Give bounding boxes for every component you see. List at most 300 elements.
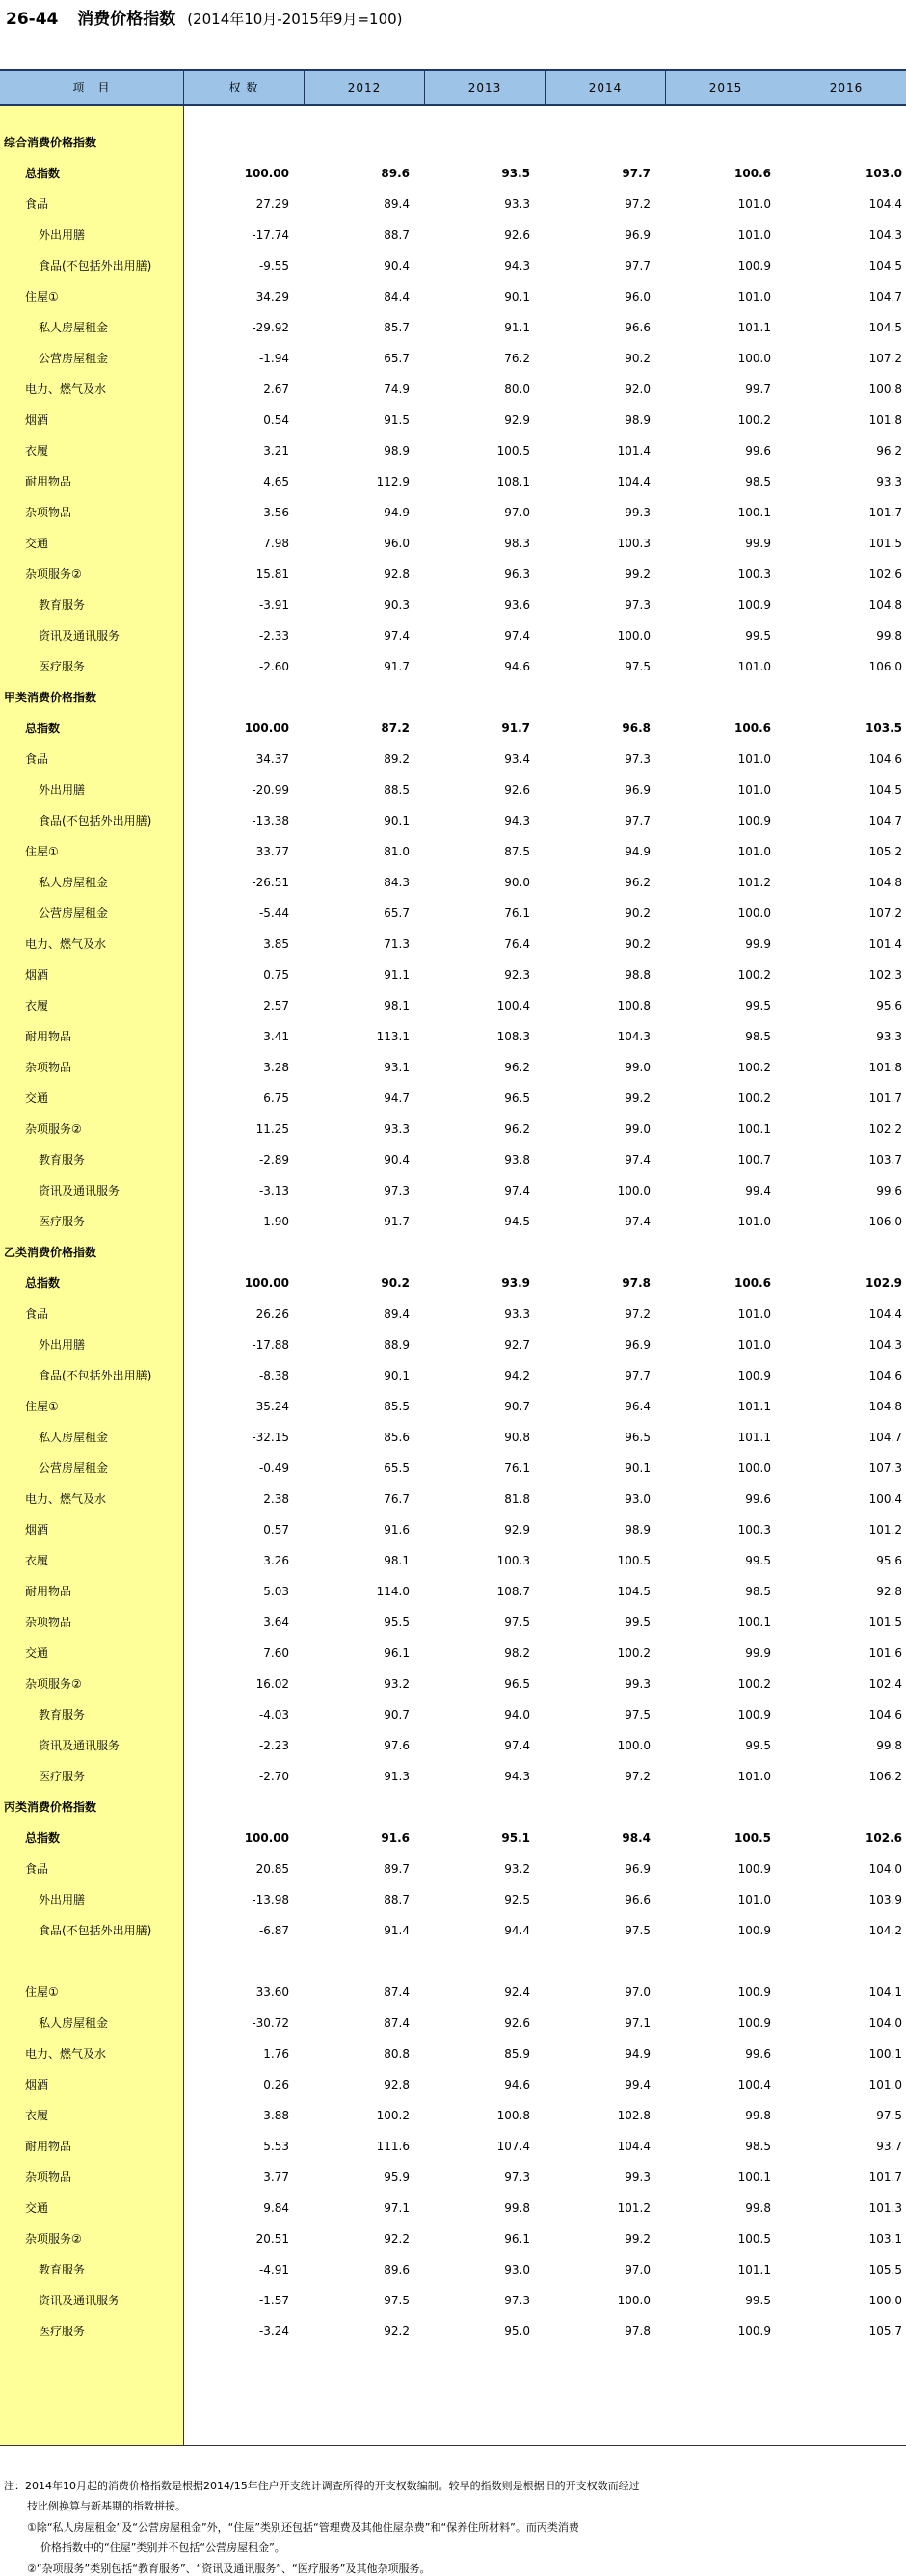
index-cell: 88.7 bbox=[384, 228, 410, 242]
row-label: 公营房屋租金 bbox=[39, 1461, 109, 1475]
index-cell: 101.7 bbox=[868, 1091, 902, 1105]
index-cell: 93.3 bbox=[876, 1030, 902, 1043]
index-cell: 80.8 bbox=[384, 2047, 410, 2061]
index-cell: 104.7 bbox=[868, 814, 902, 828]
row-label: 杂项服务② bbox=[25, 567, 82, 581]
index-cell: 97.6 bbox=[384, 1739, 410, 1752]
index-cell: 92.5 bbox=[504, 1893, 530, 1906]
table-row bbox=[0, 1299, 906, 1329]
index-cell: 90.1 bbox=[384, 814, 410, 828]
index-cell: 92.8 bbox=[384, 2078, 410, 2091]
index-cell: 91.4 bbox=[384, 1924, 410, 1937]
index-cell: 99.8 bbox=[876, 629, 902, 643]
index-cell: 97.7 bbox=[625, 259, 651, 273]
weight-cell: -20.99 bbox=[252, 783, 289, 797]
index-cell: 101.0 bbox=[737, 197, 771, 211]
weight-cell: 3.64 bbox=[263, 1616, 289, 1629]
weight-cell: 35.24 bbox=[255, 1400, 289, 1413]
weight-cell: 27.29 bbox=[255, 197, 289, 211]
index-cell: 96.1 bbox=[384, 1646, 410, 1660]
index-cell: 90.2 bbox=[625, 352, 651, 365]
index-cell: 96.3 bbox=[504, 567, 530, 581]
index-cell: 89.4 bbox=[384, 197, 410, 211]
index-cell: 97.1 bbox=[625, 2016, 651, 2030]
index-cell: 93.0 bbox=[625, 1492, 651, 1506]
index-cell: 93.9 bbox=[501, 1276, 530, 1290]
row-label: 外出用膳 bbox=[39, 1893, 86, 1906]
row-label: 私人房屋租金 bbox=[39, 2016, 109, 2030]
weight-cell: 3.85 bbox=[263, 937, 289, 951]
row-label: 耐用物品 bbox=[25, 1585, 72, 1598]
index-cell: 104.3 bbox=[868, 228, 902, 242]
weight-cell: 11.25 bbox=[255, 1122, 289, 1136]
row-label: 杂项物品 bbox=[25, 1616, 72, 1629]
index-cell: 100.3 bbox=[617, 537, 651, 550]
weight-cell: 100.00 bbox=[244, 1831, 289, 1845]
index-cell: 104.5 bbox=[617, 1585, 651, 1598]
index-cell: 97.3 bbox=[625, 598, 651, 612]
table-row bbox=[0, 898, 906, 929]
index-cell: 93.0 bbox=[504, 2263, 530, 2276]
index-cell: 100.1 bbox=[737, 1122, 771, 1136]
row-label: 食品(不包括外出用膳) bbox=[39, 1369, 152, 1382]
index-cell: 94.6 bbox=[504, 2078, 530, 2091]
index-cell: 99.2 bbox=[625, 567, 651, 581]
row-label: 电力、燃气及水 bbox=[25, 1492, 107, 1506]
table-row bbox=[0, 590, 906, 620]
index-cell: 99.7 bbox=[745, 382, 771, 396]
weight-cell: -3.91 bbox=[258, 598, 289, 612]
row-label: 甲类消费价格指数 bbox=[4, 691, 97, 704]
index-cell: 97.3 bbox=[504, 2170, 530, 2184]
table-row bbox=[0, 405, 906, 435]
index-cell: 101.1 bbox=[737, 2263, 771, 2276]
index-cell: 94.6 bbox=[504, 660, 530, 673]
index-cell: 90.7 bbox=[504, 1400, 530, 1413]
total-row bbox=[0, 158, 906, 189]
index-cell: 100.1 bbox=[737, 506, 771, 519]
weight-cell: -1.90 bbox=[258, 1215, 289, 1228]
total-row bbox=[0, 713, 906, 744]
index-cell: 87.4 bbox=[384, 2016, 410, 2030]
footnote: ①除“私人房屋租金”及“公营房屋租金”外，“住屋”类别还包括“管理费及其他住屋杂费”和“保养住所材料”。而丙类消费 bbox=[27, 2521, 579, 2534]
index-cell: 99.8 bbox=[876, 1739, 902, 1752]
row-label: 电力、燃气及水 bbox=[25, 937, 107, 951]
row-label: 医疗服务 bbox=[39, 660, 86, 673]
table-bottom-rule bbox=[0, 2445, 906, 2446]
index-cell: 101.3 bbox=[868, 2201, 902, 2215]
index-cell: 111.6 bbox=[376, 2140, 410, 2153]
weight-cell: 34.37 bbox=[255, 752, 289, 766]
index-cell: 94.5 bbox=[504, 1215, 530, 1228]
index-cell: 76.7 bbox=[384, 1492, 410, 1506]
index-cell: 100.2 bbox=[737, 968, 771, 982]
weight-cell: 7.60 bbox=[263, 1646, 289, 1660]
weight-cell: -3.13 bbox=[258, 1184, 289, 1197]
table-row bbox=[0, 1699, 906, 1730]
index-cell: 101.1 bbox=[737, 321, 771, 334]
row-label: 交通 bbox=[25, 537, 49, 550]
index-cell: 93.6 bbox=[504, 598, 530, 612]
table-row bbox=[0, 1329, 906, 1360]
table-row bbox=[0, 1422, 906, 1453]
section-row bbox=[0, 127, 906, 158]
weight-cell: 0.57 bbox=[263, 1523, 289, 1537]
index-cell: 85.6 bbox=[384, 1431, 410, 1444]
index-cell: 65.5 bbox=[384, 1461, 410, 1475]
index-cell: 97.4 bbox=[504, 1739, 530, 1752]
index-cell: 104.3 bbox=[868, 1338, 902, 1352]
index-cell: 96.6 bbox=[625, 1893, 651, 1906]
index-cell: 93.3 bbox=[876, 475, 902, 488]
index-cell: 84.4 bbox=[384, 290, 410, 303]
weight-cell: -30.72 bbox=[252, 2016, 289, 2030]
table-row bbox=[0, 2254, 906, 2285]
index-cell: 100.0 bbox=[737, 907, 771, 920]
row-label: 烟酒 bbox=[25, 2078, 49, 2091]
index-cell: 100.2 bbox=[737, 1677, 771, 1691]
index-cell: 90.7 bbox=[384, 1708, 410, 1722]
index-cell: 100.5 bbox=[496, 444, 530, 458]
index-cell: 99.6 bbox=[745, 2047, 771, 2061]
index-cell: 100.1 bbox=[868, 2047, 902, 2061]
index-cell: 100.5 bbox=[737, 2232, 771, 2246]
table-row bbox=[0, 1175, 906, 1206]
index-cell: 101.4 bbox=[868, 937, 902, 951]
index-cell: 102.8 bbox=[617, 2109, 651, 2122]
index-cell: 85.5 bbox=[384, 1400, 410, 1413]
index-cell: 98.9 bbox=[625, 413, 651, 427]
index-cell: 100.4 bbox=[737, 2078, 771, 2091]
row-label: 公营房屋租金 bbox=[39, 907, 109, 920]
index-cell: 87.4 bbox=[384, 1985, 410, 1999]
weight-cell: 33.60 bbox=[255, 1985, 289, 1999]
footnote: 注：2014年10月起的消费价格指数是根据2014/15年住户开支统计调查所得的开支权数编制。较早的指数则是根据旧的开支权数而经过 bbox=[4, 2480, 640, 2492]
index-cell: 99.0 bbox=[625, 1122, 651, 1136]
index-cell: 81.8 bbox=[504, 1492, 530, 1506]
index-cell: 104.5 bbox=[868, 783, 902, 797]
table-row bbox=[0, 1638, 906, 1669]
row-label: 食品(不包括外出用膳) bbox=[39, 1924, 152, 1937]
index-cell: 102.2 bbox=[868, 1122, 902, 1136]
header-year: 2012 bbox=[304, 71, 424, 104]
section-row bbox=[0, 1237, 906, 1268]
index-cell: 101.0 bbox=[868, 2078, 902, 2091]
table-row bbox=[0, 775, 906, 805]
index-cell: 90.2 bbox=[381, 1276, 410, 1290]
row-label: 交通 bbox=[25, 1646, 49, 1660]
table-row bbox=[0, 990, 906, 1021]
row-label: 衣履 bbox=[25, 1554, 49, 1567]
index-cell: 97.2 bbox=[625, 197, 651, 211]
index-cell: 90.2 bbox=[625, 937, 651, 951]
index-cell: 97.8 bbox=[622, 1276, 651, 1290]
index-cell: 90.1 bbox=[384, 1369, 410, 1382]
index-cell: 101.8 bbox=[868, 1061, 902, 1074]
table-row bbox=[0, 220, 906, 250]
index-cell: 96.9 bbox=[625, 1338, 651, 1352]
row-label: 资讯及通讯服务 bbox=[39, 629, 120, 643]
index-cell: 101.0 bbox=[737, 1893, 771, 1906]
weight-cell: 7.98 bbox=[263, 537, 289, 550]
index-cell: 100.6 bbox=[734, 167, 771, 180]
index-cell: 94.3 bbox=[504, 259, 530, 273]
index-cell: 96.9 bbox=[625, 228, 651, 242]
table-row bbox=[0, 2100, 906, 2131]
index-cell: 96.5 bbox=[504, 1677, 530, 1691]
index-cell: 106.2 bbox=[868, 1770, 902, 1783]
weight-cell: 9.84 bbox=[263, 2201, 289, 2215]
index-cell: 93.3 bbox=[384, 1122, 410, 1136]
index-cell: 91.5 bbox=[384, 413, 410, 427]
index-cell: 96.9 bbox=[625, 1862, 651, 1876]
index-cell: 91.1 bbox=[504, 321, 530, 334]
table-row bbox=[0, 2316, 906, 2347]
index-cell: 87.2 bbox=[381, 722, 410, 735]
index-cell: 105.2 bbox=[868, 845, 902, 858]
index-cell: 100.0 bbox=[617, 2294, 651, 2307]
index-cell: 100.8 bbox=[617, 999, 651, 1012]
index-cell: 94.3 bbox=[504, 814, 530, 828]
weight-cell: 26.26 bbox=[255, 1307, 289, 1321]
table-row bbox=[0, 929, 906, 959]
row-label: 食品 bbox=[25, 197, 49, 211]
row-label: 电力、燃气及水 bbox=[25, 382, 107, 396]
index-cell: 99.8 bbox=[745, 2201, 771, 2215]
index-cell: 92.6 bbox=[504, 2016, 530, 2030]
index-cell: 94.0 bbox=[504, 1708, 530, 1722]
weight-cell: 5.53 bbox=[263, 2140, 289, 2153]
index-cell: 99.3 bbox=[625, 506, 651, 519]
row-label: 衣履 bbox=[25, 2109, 49, 2122]
index-cell: 88.9 bbox=[384, 1338, 410, 1352]
weight-cell: -1.94 bbox=[258, 352, 289, 365]
index-cell: 96.0 bbox=[625, 290, 651, 303]
row-label: 杂项服务② bbox=[25, 1677, 82, 1691]
index-cell: 101.2 bbox=[737, 876, 771, 889]
table-row bbox=[0, 1453, 906, 1484]
weight-cell: -32.15 bbox=[252, 1431, 289, 1444]
table-row bbox=[0, 867, 906, 898]
index-cell: 107.2 bbox=[868, 907, 902, 920]
index-cell: 104.5 bbox=[868, 259, 902, 273]
index-cell: 103.1 bbox=[868, 2232, 902, 2246]
index-cell: 99.0 bbox=[625, 1061, 651, 1074]
index-cell: 100.2 bbox=[376, 2109, 410, 2122]
weight-cell: -17.88 bbox=[252, 1338, 289, 1352]
index-cell: 107.4 bbox=[496, 2140, 530, 2153]
weight-cell: 33.77 bbox=[255, 845, 289, 858]
weight-cell: -13.38 bbox=[252, 814, 289, 828]
weight-cell: 2.57 bbox=[263, 999, 289, 1012]
index-cell: 74.9 bbox=[384, 382, 410, 396]
index-cell: 92.0 bbox=[625, 382, 651, 396]
index-cell: 101.0 bbox=[737, 228, 771, 242]
index-cell: 100.8 bbox=[496, 2109, 530, 2122]
index-cell: 101.5 bbox=[868, 1616, 902, 1629]
index-cell: 101.0 bbox=[737, 660, 771, 673]
index-cell: 108.7 bbox=[496, 1585, 530, 1598]
index-cell: 92.9 bbox=[504, 1523, 530, 1537]
table-row bbox=[0, 620, 906, 651]
index-cell: 89.6 bbox=[384, 2263, 410, 2276]
weight-cell: 1.76 bbox=[263, 2047, 289, 2061]
index-cell: 76.1 bbox=[504, 907, 530, 920]
table-row bbox=[0, 281, 906, 312]
index-cell: 97.5 bbox=[384, 2294, 410, 2307]
weight-cell: 3.41 bbox=[263, 1030, 289, 1043]
index-cell: 92.2 bbox=[384, 2232, 410, 2246]
index-cell: 89.6 bbox=[381, 167, 410, 180]
index-cell: 102.9 bbox=[866, 1276, 902, 1290]
table-row bbox=[0, 2069, 906, 2100]
index-cell: 101.8 bbox=[868, 413, 902, 427]
row-label: 住屋① bbox=[25, 1985, 59, 1999]
index-cell: 105.7 bbox=[868, 2325, 902, 2338]
index-cell: 101.0 bbox=[737, 1215, 771, 1228]
index-cell: 112.9 bbox=[376, 475, 410, 488]
index-cell: 97.5 bbox=[504, 1616, 530, 1629]
row-label: 综合消费价格指数 bbox=[4, 136, 97, 149]
index-cell: 97.8 bbox=[625, 2325, 651, 2338]
row-label: 乙类消费价格指数 bbox=[4, 1246, 97, 1259]
index-cell: 96.1 bbox=[504, 2232, 530, 2246]
index-cell: 104.6 bbox=[868, 1708, 902, 1722]
index-cell: 104.6 bbox=[868, 1369, 902, 1382]
index-cell: 99.5 bbox=[745, 2294, 771, 2307]
index-cell: 99.2 bbox=[625, 2232, 651, 2246]
index-cell: 99.5 bbox=[745, 1554, 771, 1567]
table-row bbox=[0, 1206, 906, 1237]
total-row bbox=[0, 1823, 906, 1853]
index-cell: 89.7 bbox=[384, 1862, 410, 1876]
index-cell: 98.5 bbox=[745, 475, 771, 488]
weight-cell: 3.88 bbox=[263, 2109, 289, 2122]
weight-cell: 100.00 bbox=[244, 167, 289, 180]
index-cell: 91.6 bbox=[384, 1523, 410, 1537]
index-cell: 99.2 bbox=[625, 1091, 651, 1105]
index-cell: 97.3 bbox=[384, 1184, 410, 1197]
index-cell: 102.3 bbox=[868, 968, 902, 982]
index-cell: 90.2 bbox=[625, 907, 651, 920]
index-cell: 90.1 bbox=[504, 290, 530, 303]
index-cell: 97.7 bbox=[625, 814, 651, 828]
index-cell: 97.2 bbox=[625, 1307, 651, 1321]
index-cell: 100.0 bbox=[617, 1739, 651, 1752]
index-cell: 101.0 bbox=[737, 1338, 771, 1352]
index-cell: 101.0 bbox=[737, 1770, 771, 1783]
index-cell: 76.1 bbox=[504, 1461, 530, 1475]
table-row bbox=[0, 528, 906, 559]
index-cell: 96.6 bbox=[625, 321, 651, 334]
table-row bbox=[0, 959, 906, 990]
index-cell: 100.6 bbox=[734, 722, 771, 735]
index-cell: 81.0 bbox=[384, 845, 410, 858]
index-cell: 106.0 bbox=[868, 1215, 902, 1228]
weight-cell: 16.02 bbox=[255, 1677, 289, 1691]
index-cell: 98.2 bbox=[504, 1646, 530, 1660]
index-cell: 99.9 bbox=[745, 537, 771, 550]
index-cell: 98.1 bbox=[384, 999, 410, 1012]
index-cell: 76.4 bbox=[504, 937, 530, 951]
index-cell: 97.5 bbox=[876, 2109, 902, 2122]
weight-cell: -17.74 bbox=[252, 228, 289, 242]
index-cell: 100.8 bbox=[868, 382, 902, 396]
index-cell: 100.0 bbox=[737, 1461, 771, 1475]
index-cell: 92.3 bbox=[504, 968, 530, 982]
index-cell: 93.1 bbox=[384, 1061, 410, 1074]
index-cell: 101.0 bbox=[737, 1307, 771, 1321]
index-cell: 100.2 bbox=[737, 1091, 771, 1105]
index-cell: 94.3 bbox=[504, 1770, 530, 1783]
table-row bbox=[0, 250, 906, 281]
index-cell: 113.1 bbox=[376, 1030, 410, 1043]
index-cell: 99.9 bbox=[745, 1646, 771, 1660]
index-cell: 100.0 bbox=[617, 1184, 651, 1197]
table-row bbox=[0, 1576, 906, 1607]
table-row bbox=[0, 1884, 906, 1915]
row-label: 总指数 bbox=[25, 1831, 61, 1845]
row-label: 烟酒 bbox=[25, 968, 49, 982]
weight-cell: 34.29 bbox=[255, 290, 289, 303]
index-cell: 91.1 bbox=[384, 968, 410, 982]
index-cell: 106.0 bbox=[868, 660, 902, 673]
index-cell: 65.7 bbox=[384, 352, 410, 365]
header-year: 2016 bbox=[786, 71, 906, 104]
row-label: 私人房屋租金 bbox=[39, 1431, 109, 1444]
row-label: 烟酒 bbox=[25, 1523, 49, 1537]
index-cell: 88.7 bbox=[384, 1893, 410, 1906]
index-cell: 99.6 bbox=[876, 1184, 902, 1197]
index-cell: 100.9 bbox=[737, 1369, 771, 1382]
index-cell: 65.7 bbox=[384, 907, 410, 920]
row-label: 医疗服务 bbox=[39, 1215, 86, 1228]
index-cell: 93.2 bbox=[384, 1677, 410, 1691]
index-cell: 104.3 bbox=[617, 1030, 651, 1043]
row-label: 杂项物品 bbox=[25, 1061, 72, 1074]
index-cell: 100.9 bbox=[737, 598, 771, 612]
table-row bbox=[0, 374, 906, 405]
index-cell: 101.4 bbox=[617, 444, 651, 458]
table-row bbox=[0, 836, 906, 867]
index-cell: 102.6 bbox=[868, 567, 902, 581]
index-cell: 99.5 bbox=[625, 1616, 651, 1629]
index-cell: 104.4 bbox=[868, 1307, 902, 1321]
index-cell: 104.6 bbox=[868, 752, 902, 766]
index-cell: 103.7 bbox=[868, 1153, 902, 1167]
row-label: 总指数 bbox=[25, 1276, 61, 1290]
index-cell: 96.2 bbox=[876, 444, 902, 458]
index-cell: 99.4 bbox=[625, 2078, 651, 2091]
column-divider bbox=[183, 106, 184, 2446]
table-row bbox=[0, 1144, 906, 1175]
index-cell: 99.5 bbox=[745, 999, 771, 1012]
row-label: 私人房屋租金 bbox=[39, 321, 109, 334]
table-row bbox=[0, 1730, 906, 1761]
weight-cell: 3.28 bbox=[263, 1061, 289, 1074]
weight-cell: 3.26 bbox=[263, 1554, 289, 1567]
row-label: 杂项物品 bbox=[25, 2170, 72, 2184]
index-cell: 92.6 bbox=[504, 783, 530, 797]
index-cell: 94.9 bbox=[384, 506, 410, 519]
total-row bbox=[0, 1268, 906, 1299]
index-cell: 92.4 bbox=[504, 1985, 530, 1999]
index-cell: 100.0 bbox=[868, 2294, 902, 2307]
row-label: 外出用膳 bbox=[39, 228, 86, 242]
row-label: 教育服务 bbox=[39, 598, 86, 612]
index-cell: 91.3 bbox=[384, 1770, 410, 1783]
weight-cell: -9.55 bbox=[258, 259, 289, 273]
